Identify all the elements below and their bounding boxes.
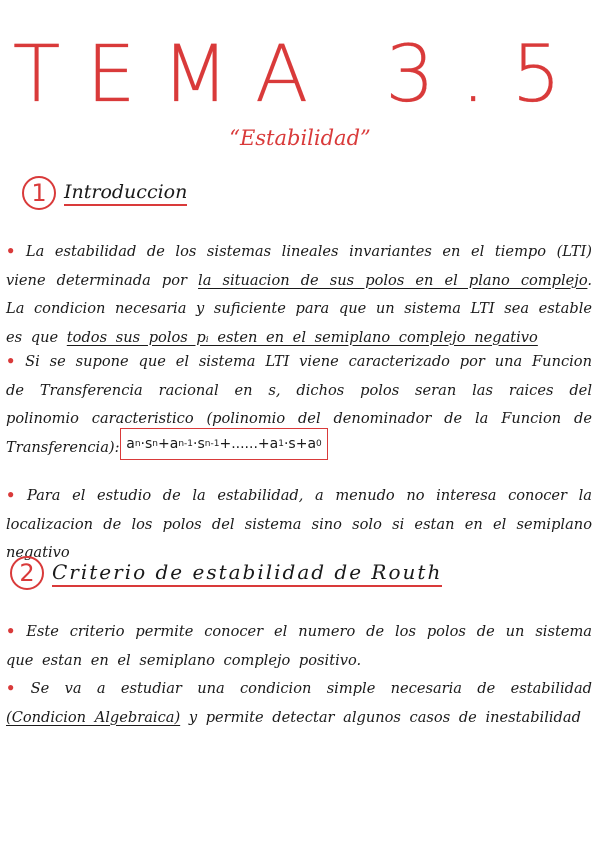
formula-coef: a bbox=[169, 436, 179, 452]
formula-index: 1 bbox=[278, 439, 284, 449]
underlined-text: (Condicion Algebraica) bbox=[6, 708, 181, 726]
page-title: TEMA 3.5 bbox=[12, 30, 588, 120]
formula-index: n-1 bbox=[178, 439, 194, 449]
paragraph-text: . La condicion necesaria y suficiente para que un sistema LTI sea estable es que bbox=[6, 271, 592, 346]
section-title: Introduccion bbox=[64, 181, 187, 206]
section-number-badge: 2 bbox=[10, 556, 44, 590]
formula-index: n bbox=[134, 439, 141, 449]
bullet-dot: • bbox=[6, 487, 16, 504]
section-number-badge: 1 bbox=[22, 176, 56, 210]
paragraph-text: Si se supone que el sistema LTI viene caracterizado por una Funcion de Transferencia racional en s, dichos polos seran las raices del polinomio caracteristico (polinomio del denominador de la Funcion de Transferencia): bbox=[6, 353, 592, 456]
formula-var: s bbox=[145, 436, 153, 452]
formula-exponent: n bbox=[152, 439, 159, 449]
paragraph-text: La estabilidad de los sistemas lineales invariantes en el tiempo (LTI) viene determinada por bbox=[6, 243, 592, 289]
paragraph-localizacion-polos bbox=[6, 482, 592, 568]
formula-index: 0 bbox=[316, 439, 322, 449]
characteristic-polynomial-formula: a n · s n + a n-1 · s n-1 +......+ a 1 ·s+a 0 bbox=[120, 428, 328, 460]
section-heading-routh bbox=[10, 556, 442, 590]
paragraph-text: Se va a estudiar una condicion simple necesaria de estabilidad bbox=[30, 680, 593, 697]
formula-tail: ·s+a bbox=[283, 436, 317, 452]
formula-var: s bbox=[197, 436, 205, 452]
formula-exponent: n-1 bbox=[204, 439, 220, 449]
paragraph-estabilidad-lti bbox=[6, 238, 592, 352]
underlined-text: la situacion de sus polos en el plano complejo bbox=[198, 271, 588, 289]
bullet-dot: • bbox=[6, 243, 16, 260]
formula-coef: a bbox=[126, 436, 135, 452]
paragraph-text: Este criterio permite conocer el numero de los polos de un sistema que estan en el semiplano complejo positivo. bbox=[6, 623, 593, 669]
bullet-dot: • bbox=[6, 353, 16, 370]
formula-coef: a bbox=[269, 436, 279, 452]
bullet-dot: • bbox=[6, 623, 16, 640]
paragraph-text: Para el estudio de la estabilidad, a menudo no interesa conocer la localizacion de los polos del sistema sino solo si estan en el semiplano negativo bbox=[6, 487, 592, 561]
paragraph-text: y permite detectar algunos casos de inestabilidad bbox=[188, 708, 581, 726]
paragraph-criterio-routh bbox=[6, 618, 592, 732]
section-heading-introduccion bbox=[22, 176, 187, 210]
formula-ellipsis: +......+ bbox=[219, 436, 270, 452]
bullet-dot: • bbox=[6, 680, 16, 697]
page-subtitle: “Estabilidad” bbox=[229, 126, 371, 150]
section-title: Criterio de estabilidad de Routh bbox=[52, 560, 442, 587]
underlined-text: todos sus polos pᵢ esten en el semiplano complejo negativo bbox=[66, 328, 538, 346]
